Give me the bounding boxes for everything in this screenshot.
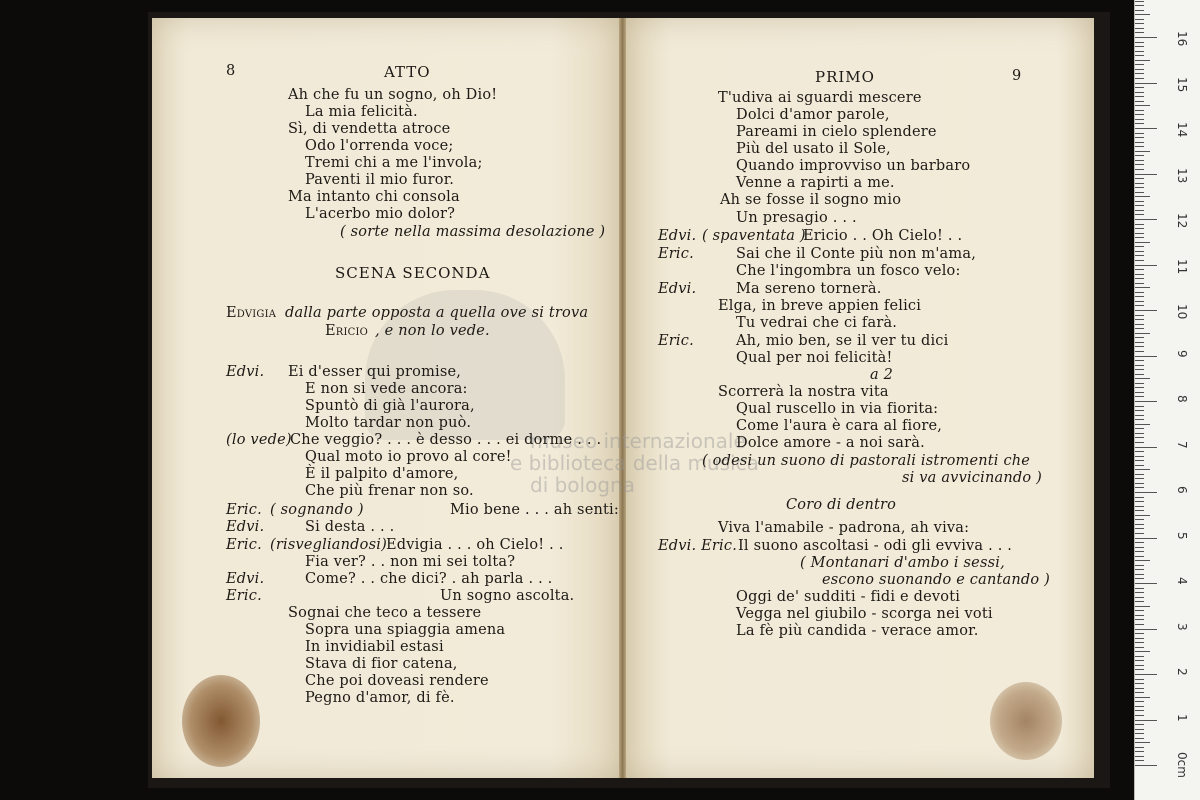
ruler-tick — [1135, 224, 1144, 225]
ruler-tick — [1135, 242, 1150, 243]
ruler-tick — [1135, 633, 1144, 634]
ruler-tick — [1135, 319, 1144, 320]
ruler-tick — [1135, 506, 1144, 507]
ruler-tick — [1135, 346, 1144, 347]
stage-direction: (risvegliandosi) — [270, 537, 387, 553]
ruler-tick — [1135, 356, 1157, 357]
verse-line: Edvigia . . . oh Cielo! . . — [386, 537, 564, 553]
character-name: Edvigia — [226, 305, 277, 321]
verse-line: Che veggio? . . . è desso . . . ei dorme . . . — [290, 432, 602, 448]
ruler-tick — [1135, 497, 1144, 498]
ruler-tick — [1135, 474, 1144, 475]
ruler-tick — [1135, 237, 1144, 238]
verse-line: Che l'ingombra un fosco velo: — [736, 263, 961, 279]
ruler-number: 7 — [1175, 440, 1189, 449]
ruler-number: 2 — [1175, 668, 1189, 676]
ruler-tick — [1135, 538, 1157, 539]
speaker-label: Eric. — [658, 246, 694, 262]
ruler-tick — [1135, 105, 1150, 106]
ruler-tick — [1135, 5, 1144, 6]
ruler-tick — [1135, 55, 1144, 56]
verse-line: Sai che il Conte più non m'ama, — [736, 246, 977, 262]
water-stain — [990, 682, 1062, 760]
ruler-tick — [1135, 10, 1144, 11]
ruler-tick — [1135, 351, 1144, 352]
ruler-tick — [1135, 756, 1144, 757]
ruler-tick — [1135, 160, 1144, 161]
ruler-number: 5 — [1175, 531, 1189, 540]
ruler-tick — [1135, 547, 1144, 548]
ruler-number: 16 — [1175, 31, 1189, 47]
ruler-tick — [1135, 738, 1144, 739]
watermark-line: museo internazionale — [530, 429, 746, 453]
verse-line: In invidiabil estasi — [305, 639, 444, 655]
ruler-tick — [1135, 174, 1157, 175]
verse-line: Un presagio . . . — [736, 210, 857, 226]
ruler-tick — [1135, 583, 1157, 584]
verse-line: Tu vedrai che ci farà. — [736, 315, 898, 331]
verse-line: Ericio . . Oh Cielo! . . — [803, 228, 963, 244]
ruler-number: 10 — [1175, 304, 1189, 320]
ruler-tick — [1135, 146, 1144, 147]
ruler-tick — [1135, 233, 1144, 234]
stage-direction: ( Montanari d'ambo i sessi, — [800, 555, 1005, 571]
ruler-tick — [1135, 310, 1157, 311]
ruler-tick — [1135, 647, 1144, 648]
stage-direction: ( spaventata ) — [702, 228, 806, 244]
ruler-tick — [1135, 60, 1150, 61]
stage-direction: , e non lo vede. — [375, 323, 490, 339]
verse-line: Ei d'esser qui promise, — [288, 364, 462, 380]
ruler-tick — [1135, 751, 1144, 752]
ruler-tick — [1135, 638, 1144, 639]
verse-line: E non si vede ancora: — [305, 381, 468, 397]
ruler-tick — [1135, 428, 1144, 429]
page-number: 8 — [226, 63, 236, 79]
ruler-tick — [1135, 515, 1150, 516]
ruler-tick — [1135, 487, 1144, 488]
ruler-tick — [1135, 433, 1144, 434]
ruler-tick — [1135, 720, 1157, 721]
ruler-tick — [1135, 578, 1144, 579]
ruler-tick — [1135, 164, 1144, 165]
verse-line: La fè più candida - verace amor. — [736, 623, 979, 639]
ruler-tick — [1135, 551, 1144, 552]
ruler-tick — [1135, 519, 1144, 520]
ruler-tick — [1135, 187, 1144, 188]
ruler-tick — [1135, 114, 1144, 115]
ruler-tick — [1135, 415, 1144, 416]
ruler-tick — [1135, 219, 1157, 220]
ruler-tick — [1135, 610, 1144, 611]
ruler-tick — [1135, 651, 1150, 652]
verse-line: Ah, mio ben, se il ver tu dici — [736, 333, 949, 349]
speaker-label: Eric. — [226, 537, 262, 553]
ruler-tick — [1135, 251, 1144, 252]
ruler-number: 11 — [1175, 258, 1189, 274]
verse-line: Scorrerà la nostra vita — [718, 384, 889, 400]
ruler-tick — [1135, 64, 1144, 65]
ruler-tick — [1135, 456, 1144, 457]
verse-line: Quando improvviso un barbaro — [736, 158, 971, 174]
ruler-tick — [1135, 246, 1144, 247]
ruler-tick — [1135, 201, 1144, 202]
watermark-line: di bologna — [530, 473, 635, 497]
ruler-tick — [1135, 283, 1144, 284]
stage-direction: dalla parte opposta a quella ove si trova — [285, 305, 589, 321]
ruler-tick — [1135, 674, 1157, 675]
verse-line: Venne a rapirti a me. — [736, 175, 895, 191]
book-gutter — [619, 18, 626, 778]
verse-line: Come? . . che dici? . ah parla . . . — [305, 571, 553, 587]
ruler-tick — [1135, 396, 1144, 397]
ruler-tick — [1135, 92, 1144, 93]
ruler-tick — [1135, 210, 1144, 211]
verse-line: Sopra una spiaggia amena — [305, 622, 506, 638]
ruler-tick — [1135, 37, 1157, 38]
ruler-tick — [1135, 155, 1144, 156]
ruler-number: 12 — [1175, 213, 1189, 229]
ruler-tick — [1135, 360, 1144, 361]
verse-line: Sognai che teco a tessere — [288, 605, 482, 621]
ruler-tick — [1135, 324, 1144, 325]
ruler-tick — [1135, 51, 1144, 52]
ruler-tick — [1135, 697, 1150, 698]
ruler-tick — [1135, 629, 1157, 630]
ruler-tick — [1135, 301, 1144, 302]
ruler-tick — [1135, 542, 1144, 543]
verse-line: La mia felicità. — [305, 104, 418, 120]
ruler-tick — [1135, 442, 1144, 443]
ruler-tick — [1135, 715, 1144, 716]
verse-line: Spuntò di già l'aurora, — [305, 398, 475, 414]
ruler-tick — [1135, 196, 1150, 197]
ruler-tick — [1135, 46, 1144, 47]
verse-line: Stava di fior catena, — [305, 656, 458, 672]
ruler-tick — [1135, 28, 1144, 29]
ruler-tick — [1135, 765, 1157, 766]
verse-line: Qual moto io provo al core! — [305, 449, 512, 465]
ruler-tick — [1135, 642, 1144, 643]
ruler-tick — [1135, 665, 1144, 666]
verse-line: Vegga nel giubilo - scorga nei voti — [736, 606, 993, 622]
ruler-tick — [1135, 278, 1144, 279]
ruler-tick — [1135, 656, 1144, 657]
ruler-tick — [1135, 419, 1144, 420]
verse-line: Più del usato il Sole, — [736, 141, 891, 157]
ruler-number: 13 — [1175, 167, 1189, 183]
verse-line: Un sogno ascolta. — [440, 588, 575, 604]
stage-direction: (lo vede) — [226, 432, 292, 448]
speaker-label: Edvi. — [226, 571, 265, 587]
ruler-tick — [1135, 424, 1150, 425]
ruler-tick — [1135, 565, 1144, 566]
ruler-tick — [1135, 69, 1144, 70]
ruler-tick — [1135, 87, 1144, 88]
ruler-number: 15 — [1175, 76, 1189, 92]
ruler-tick — [1135, 369, 1144, 370]
ruler-tick — [1135, 128, 1157, 129]
ruler-tick — [1135, 447, 1157, 448]
verse-line: Sì, di vendetta atroce — [288, 121, 451, 137]
ruler-tick — [1135, 183, 1144, 184]
speaker-label: Edvi. — [658, 228, 697, 244]
speaker-label: Edvi. — [658, 281, 697, 297]
ruler-tick — [1135, 465, 1144, 466]
stage-direction: si va avvicinando ) — [902, 470, 1042, 486]
stage-direction: ( sorte nella massima desolazione ) — [340, 224, 606, 240]
ruler-tick — [1135, 19, 1144, 20]
character-name: Ericio — [325, 323, 369, 339]
ruler-tick — [1135, 142, 1144, 143]
ruler-tick — [1135, 606, 1150, 607]
ruler-tick — [1135, 710, 1144, 711]
ruler-tick — [1135, 683, 1144, 684]
ruler-tick — [1135, 374, 1144, 375]
verse-line: Qual ruscello in via fiorita: — [736, 401, 939, 417]
verse-line: Tremi chi a me l'invola; — [305, 155, 483, 171]
ruler-tick — [1135, 660, 1144, 661]
ruler-tick — [1135, 14, 1150, 15]
ruler-tick — [1135, 42, 1144, 43]
ruler-tick — [1135, 624, 1144, 625]
ruler-tick — [1135, 688, 1144, 689]
ruler-tick — [1135, 1, 1144, 2]
ruler-tick — [1135, 669, 1144, 670]
ruler-tick — [1135, 510, 1144, 511]
verse-line: Che più frenar non so. — [305, 483, 474, 499]
verse-line: Pegno d'amor, di fè. — [305, 690, 455, 706]
verse-line: Mio bene . . . ah senti: — [450, 502, 619, 518]
ruler-tick — [1135, 747, 1144, 748]
ruler-tick — [1135, 23, 1144, 24]
verse-line: T'udiva ai sguardi mescere — [718, 90, 922, 106]
ruler-tick — [1135, 560, 1150, 561]
verse-line: Dolci d'amor parole, — [736, 107, 890, 123]
scene-heading: SCENA SECONDA — [335, 264, 491, 282]
ruler-tick — [1135, 706, 1144, 707]
ruler-number: 9 — [1175, 349, 1189, 358]
ruler-tick — [1135, 178, 1144, 179]
ruler-tick — [1135, 387, 1144, 388]
ruler-tick — [1135, 383, 1144, 384]
verse-line: Fia ver? . . non mi sei tolta? — [305, 554, 516, 570]
ruler-tick — [1135, 533, 1144, 534]
ruler-tick — [1135, 365, 1144, 366]
ruler-tick — [1135, 528, 1144, 529]
ruler-tick — [1135, 328, 1144, 329]
ruler-tick — [1135, 169, 1144, 170]
verse-line: Ma intanto chi consola — [288, 189, 460, 205]
ruler-number: 14 — [1175, 122, 1189, 138]
ruler-tick — [1135, 451, 1144, 452]
ruler-tick — [1135, 101, 1144, 102]
ruler-tick — [1135, 615, 1144, 616]
ruler-tick — [1135, 724, 1144, 725]
stage-direction: ( sognando ) — [270, 502, 364, 518]
ruler-tick — [1135, 556, 1144, 557]
ruler-tick — [1135, 315, 1144, 316]
ruler-tick — [1135, 574, 1144, 575]
verse-line: Qual per noi felicità! — [736, 350, 893, 366]
ruler-tick — [1135, 119, 1144, 120]
verse-line: Come l'aura è cara al fiore, — [736, 418, 943, 434]
verse-line: Viva l'amabile - padrona, ah viva: — [718, 520, 970, 536]
ruler-tick — [1135, 592, 1144, 593]
ruler-label: 0cm — [1175, 752, 1189, 778]
verse-line: Ma sereno tornerà. — [736, 281, 882, 297]
verse-line: Dolce amore - a noi sarà. — [736, 435, 925, 451]
speaker-label: Edvi. — [226, 364, 265, 380]
ruler-tick — [1135, 406, 1144, 407]
ruler-tick — [1135, 78, 1144, 79]
ruler-tick — [1135, 192, 1144, 193]
ruler-tick — [1135, 205, 1144, 206]
verse-line: Odo l'orrenda voce; — [305, 138, 454, 154]
ruler-number: 3 — [1175, 622, 1189, 631]
ruler-tick — [1135, 287, 1150, 288]
speaker-label: Eric. — [658, 333, 694, 349]
page-number: 9 — [1012, 68, 1022, 84]
ruler-tick — [1135, 619, 1144, 620]
ruler-tick — [1135, 524, 1144, 525]
ruler-tick — [1135, 110, 1144, 111]
ruler-tick — [1135, 73, 1144, 74]
ruler-tick — [1135, 679, 1144, 680]
verse-line: Ah se fosse il sogno mio — [720, 192, 902, 208]
verse-line: Ah che fu un sogno, oh Dio! — [288, 87, 498, 103]
ruler-number: 4 — [1175, 577, 1189, 585]
ruler-tick — [1135, 569, 1144, 570]
ruler-tick — [1135, 410, 1144, 411]
ruler-tick — [1135, 292, 1144, 293]
ensemble-marker: a 2 — [870, 367, 894, 383]
ruler-tick — [1135, 133, 1144, 134]
ruler-tick — [1135, 260, 1144, 261]
ruler-tick — [1135, 692, 1144, 693]
ruler-tick — [1135, 32, 1144, 33]
ruler-tick — [1135, 601, 1144, 602]
ruler-tick — [1135, 742, 1150, 743]
stage-direction: escono suonando e cantando ) — [822, 572, 1050, 588]
ruler-tick — [1135, 151, 1150, 152]
ruler-tick — [1135, 265, 1157, 266]
ruler-tick — [1135, 337, 1144, 338]
speaker-label: Edvi. Eric. — [658, 538, 737, 554]
ruler-tick — [1135, 214, 1144, 215]
measurement-ruler — [1134, 0, 1200, 800]
speaker-label: Eric. — [226, 588, 262, 604]
ruler-tick — [1135, 729, 1144, 730]
ruler-tick — [1135, 255, 1144, 256]
ruler-tick — [1135, 588, 1144, 589]
verse-line: Oggi de' sudditi - fidi e devoti — [736, 589, 961, 605]
stage-direction: ( odesi un suono di pastorali istromenti che — [702, 453, 1031, 469]
verse-line: Il suono ascoltasi - odi gli evviva . . . — [738, 538, 1013, 554]
ruler-tick — [1135, 305, 1144, 306]
ruler-tick — [1135, 701, 1144, 702]
ruler-tick — [1135, 274, 1144, 275]
ruler-tick — [1135, 483, 1144, 484]
verse-line: Che poi doveasi rendere — [305, 673, 489, 689]
verse-line: È il palpito d'amore, — [305, 466, 459, 482]
verse-line: Pareami in cielo splendere — [736, 124, 937, 140]
watermark-line: e biblioteca della musica — [510, 451, 759, 475]
ruler-tick — [1135, 492, 1157, 493]
verse-line: L'acerbo mio dolor? — [305, 206, 456, 222]
ruler-tick — [1135, 137, 1144, 138]
ruler-tick — [1135, 478, 1144, 479]
ruler-tick — [1135, 597, 1144, 598]
chorus-heading: Coro di dentro — [786, 497, 897, 513]
speaker-label: Edvi. — [226, 519, 265, 535]
ruler-tick — [1135, 333, 1150, 334]
verse-line: Elga, in breve appien felici — [718, 298, 922, 314]
ruler-number: 8 — [1175, 395, 1189, 403]
ruler-tick — [1135, 342, 1144, 343]
verse-line: Molto tardar non può. — [305, 415, 472, 431]
verse-line: Si desta . . . — [305, 519, 395, 535]
ruler-tick — [1135, 469, 1150, 470]
ruler-tick — [1135, 501, 1144, 502]
verse-line: Paventi il mio furor. — [305, 172, 455, 188]
ruler-tick — [1135, 296, 1144, 297]
ruler-tick — [1135, 733, 1144, 734]
ruler-tick — [1135, 760, 1144, 761]
running-head: ATTO — [384, 63, 431, 81]
ruler-tick — [1135, 96, 1144, 97]
ruler-tick — [1135, 123, 1144, 124]
ruler-tick — [1135, 83, 1157, 84]
speaker-label: Eric. — [226, 502, 262, 518]
ruler-tick — [1135, 269, 1144, 270]
water-stain — [182, 675, 260, 767]
ruler-number: 1 — [1175, 713, 1189, 722]
ruler-tick — [1135, 437, 1144, 438]
ruler-tick — [1135, 228, 1144, 229]
ruler-tick — [1135, 378, 1150, 379]
ruler-number: 6 — [1175, 486, 1189, 494]
ruler-tick — [1135, 392, 1144, 393]
ruler-tick — [1135, 460, 1144, 461]
ruler-tick — [1135, 401, 1157, 402]
running-head: PRIMO — [815, 68, 875, 86]
